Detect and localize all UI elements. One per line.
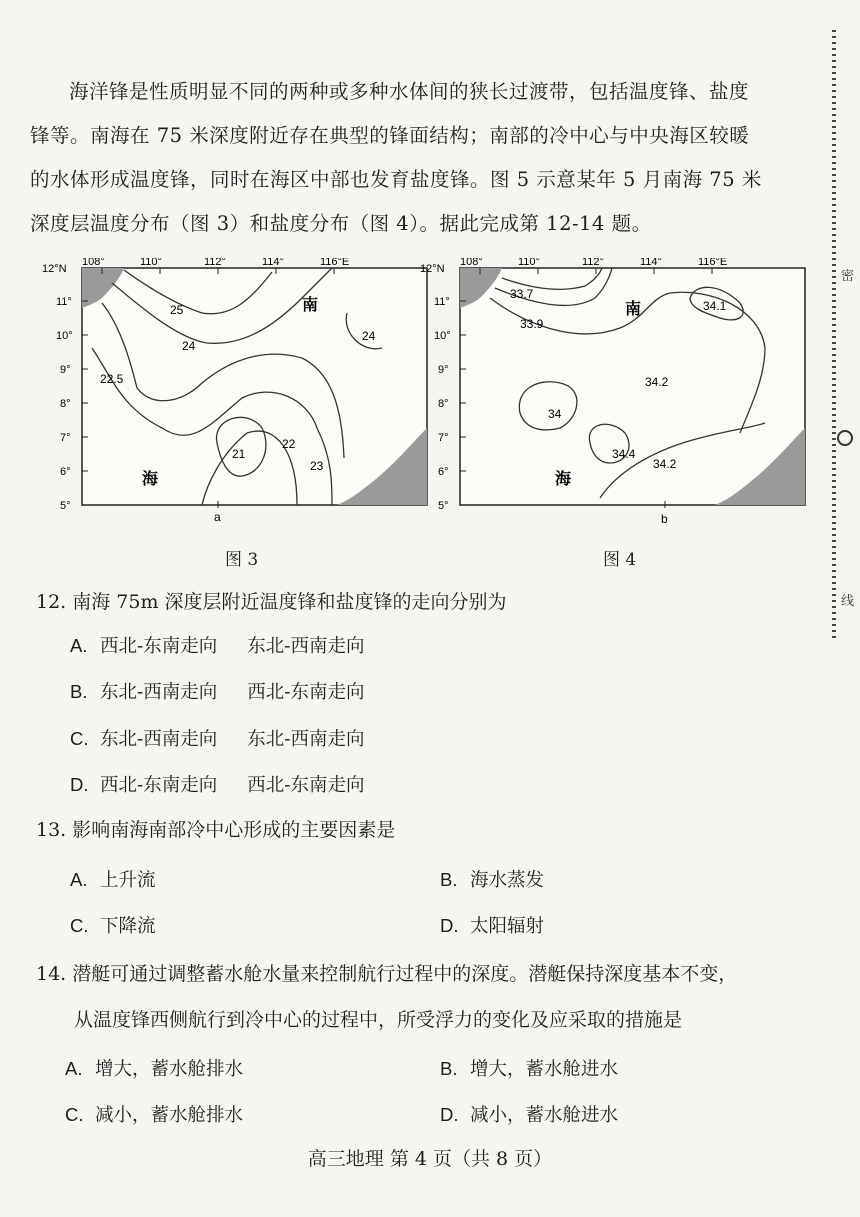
question-13-option-d[interactable] <box>440 914 544 939</box>
question-14-option-a[interactable] <box>65 1057 243 1082</box>
intro-paragraph <box>30 70 790 246</box>
lat-label: 6° <box>60 466 71 478</box>
binding-hole <box>837 430 853 446</box>
option-key: B. <box>440 869 458 890</box>
option-text-2: 东北-西南走向 <box>247 729 365 750</box>
lat-label: 5° <box>438 500 449 512</box>
question-14-stem-continued: 从温度锋西侧航行到冷中心的过程中，所受浮力的变化及应采取的措施是 <box>74 1009 683 1031</box>
option-text: 上升流 <box>100 870 156 891</box>
isoline-label: 22.5 <box>100 372 124 386</box>
isoline-label: 34.2 <box>645 375 669 389</box>
isoline-label: 24 <box>182 339 196 353</box>
question-12-option-d[interactable] <box>70 773 365 798</box>
option-text: 西北-东南走向 <box>100 775 218 796</box>
region-char: 南 <box>302 297 319 314</box>
isoline-label: 34 <box>548 407 562 421</box>
point-label: b <box>661 512 668 526</box>
question-14-option-b[interactable] <box>440 1057 618 1082</box>
option-text-2: 西北-东南走向 <box>247 682 365 703</box>
question-13-stem: 13. 影响南海南部冷中心形成的主要因素是 <box>36 819 396 841</box>
isoline-label: 25 <box>170 303 184 317</box>
isoline-label: 33.9 <box>520 317 544 331</box>
lat-label: 7° <box>60 432 71 444</box>
lon-label: 108° <box>82 258 105 268</box>
question-12-option-c[interactable] <box>70 727 365 752</box>
question-12-option-b[interactable] <box>70 680 365 705</box>
option-text: 西北-东南走向 <box>100 636 218 657</box>
lon-label: 116°E <box>320 258 350 268</box>
option-key: D. <box>440 915 459 936</box>
salinity-map <box>420 258 820 528</box>
question-14-stem: 14. 潜艇可通过调整蓄水舱水量来控制航行过程中的深度。潜艇保持深度基本不变， <box>36 963 738 985</box>
option-text: 东北-西南走向 <box>100 682 218 703</box>
lat-label: 11° <box>434 296 450 308</box>
option-text: 下降流 <box>100 916 156 937</box>
isoline-label: 24 <box>362 329 376 343</box>
isoline-label: 34.4 <box>612 447 636 461</box>
question-13-option-a[interactable] <box>70 868 156 893</box>
binding-perforation <box>832 30 836 640</box>
point-label: a <box>214 510 221 524</box>
question-13-option-c[interactable] <box>70 914 156 939</box>
option-text: 增大，蓄水舱排水 <box>95 1059 244 1080</box>
option-key: C. <box>70 915 89 936</box>
option-text-2: 东北-西南走向 <box>247 636 365 657</box>
intro-line-3: 的水体形成温度锋，同时在海区中部也发育盐度锋。图 5 示意某年 5 月南海 75 米 <box>30 168 762 191</box>
option-text: 太阳辐射 <box>470 916 545 937</box>
option-key: B. <box>440 1058 458 1079</box>
question-12-stem: 12. 南海 75m 深度层附近温度锋和盐度锋的走向分别为 <box>36 591 507 613</box>
intro-line-2: 锋等。南海在 75 米深度附近存在典型的锋面结构；南部的冷中心与中央海区较暖 <box>30 124 750 147</box>
lat-label: 12°N <box>42 263 67 275</box>
option-text-2: 西北-东南走向 <box>247 775 365 796</box>
lon-label: 110° <box>140 258 162 268</box>
lat-label: 9° <box>60 364 71 376</box>
lon-label: 112° <box>204 258 226 268</box>
lat-label: 6° <box>438 466 449 478</box>
option-text: 增大，蓄水舱进水 <box>470 1059 619 1080</box>
isoline-label: 21 <box>232 447 246 461</box>
region-char: 海 <box>555 471 572 488</box>
page-footer: 高三地理 第 4 页（共 8 页） <box>307 1148 553 1170</box>
intro-line-1: 海洋锋是性质明显不同的两种或多种水体间的狭长过渡带，包括温度锋、盐度 <box>69 80 750 103</box>
option-text: 减小，蓄水舱进水 <box>470 1105 619 1126</box>
option-key: B. <box>70 681 88 702</box>
temperature-map <box>42 258 442 528</box>
lon-label: 112° <box>582 258 604 268</box>
region-char: 南 <box>625 301 642 318</box>
option-text: 海水蒸发 <box>470 870 545 891</box>
option-key: A. <box>70 869 88 890</box>
option-text: 东北-西南走向 <box>100 729 218 750</box>
lat-label: 12°N <box>420 263 445 275</box>
lat-label: 7° <box>438 432 449 444</box>
option-key: D. <box>70 774 89 795</box>
margin-char: 密 <box>841 269 855 284</box>
lat-label: 10° <box>434 330 451 342</box>
question-12-option-a[interactable] <box>70 634 365 659</box>
figure-3-caption: 图 3 <box>225 550 259 570</box>
lon-label: 114° <box>640 258 662 268</box>
lat-label: 8° <box>438 398 449 410</box>
margin-char: 线 <box>841 594 855 609</box>
option-key: A. <box>70 635 88 656</box>
lon-label: 108° <box>460 258 483 268</box>
figure-4-caption: 图 4 <box>603 550 637 570</box>
isoline-label: 23 <box>310 459 324 473</box>
question-14-option-d[interactable] <box>440 1103 618 1128</box>
option-key: C. <box>65 1104 84 1125</box>
lon-label: 114° <box>262 258 284 268</box>
option-text: 减小，蓄水舱排水 <box>95 1105 244 1126</box>
lat-label: 5° <box>60 500 71 512</box>
isoline-label: 34.2 <box>653 457 677 471</box>
isoline-label: 22 <box>282 437 296 451</box>
intro-line-4: 深度层温度分布（图 3）和盐度分布（图 4）。据此完成第 12-14 题。 <box>30 212 652 235</box>
region-char: 海 <box>142 471 159 488</box>
question-13-option-b[interactable] <box>440 868 544 893</box>
lon-label: 110° <box>518 258 540 268</box>
lat-label: 10° <box>56 330 73 342</box>
option-key: C. <box>70 728 89 749</box>
question-14-option-c[interactable] <box>65 1103 243 1128</box>
lat-label: 11° <box>56 296 72 308</box>
lat-label: 8° <box>60 398 71 410</box>
lon-label: 116°E <box>698 258 728 268</box>
isoline-label: 34.1 <box>703 299 727 313</box>
option-key: A. <box>65 1058 83 1079</box>
lat-label: 9° <box>438 364 449 376</box>
isoline-label: 33.7 <box>510 287 534 301</box>
option-key: D. <box>440 1104 459 1125</box>
